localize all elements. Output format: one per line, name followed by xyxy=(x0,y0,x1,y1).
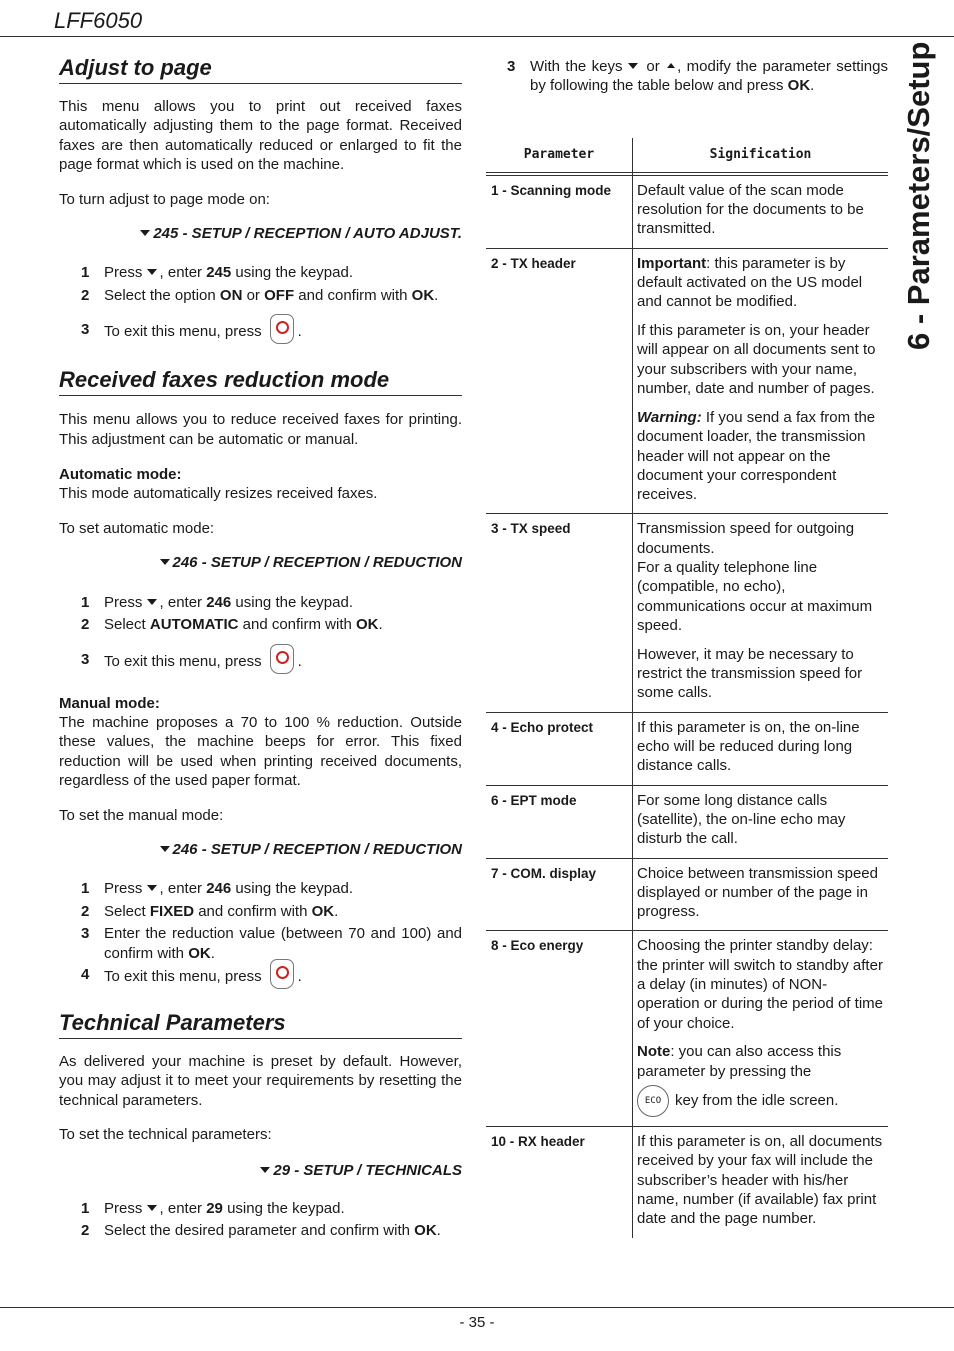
manual-mode-set: To set the manual mode: xyxy=(59,806,224,824)
chapter-title: 6 - Parameters/Setup xyxy=(901,41,936,350)
step: 4 To exit this menu, press . xyxy=(59,965,462,989)
manual-mode-heading: Manual mode: xyxy=(59,694,160,712)
down-arrow-icon xyxy=(260,1167,270,1173)
step: 3 To exit this menu, press . xyxy=(59,650,462,674)
table-row: 2 - TX header Important: this parameter is by default activated on the US model and cannot be modified. If this parameter is on, your header will appear on all documents sent to your subscribers with your name, number, date and number of pages. Warning: If you send a fax from the document loader, the transmission header will not appear on the document your correspondent receives. xyxy=(486,248,888,514)
stop-key-icon xyxy=(270,644,294,674)
auto-mode-desc: This mode automatically resizes received faxes. xyxy=(59,485,378,503)
down-arrow-icon xyxy=(628,63,638,69)
down-arrow-icon xyxy=(160,559,170,565)
stop-key-icon xyxy=(270,959,294,989)
column-header-parameter: Parameter xyxy=(486,138,633,173)
parameters-table xyxy=(486,138,888,1238)
table-row: 10 - RX header If this parameter is on, all documents received by your fax will include the subscriber’s header with his/her name, number (if available) fax print date and the page number. xyxy=(486,1127,888,1238)
table-row: 6 - EPT mode For some long distance calls (satellite), the on-line echo may disturb the call. xyxy=(486,785,888,858)
section-title-adjust: Adjust to page xyxy=(59,54,462,84)
down-arrow-icon xyxy=(147,885,157,891)
manual-mode-desc: The machine proposes a 70 to 100 % reduction. Outside these values, the machine beeps for error. This fixed reduction will be used when printing received documents, regardless of the used paper format. xyxy=(59,713,462,790)
auto-mode-heading: Automatic mode: xyxy=(59,466,182,484)
left-column xyxy=(59,54,462,1241)
down-arrow-icon xyxy=(160,846,170,852)
step: 1 Press , enter 246 using the keypad. xyxy=(81,593,354,611)
auto-mode-set: To set automatic mode: xyxy=(59,519,215,537)
manual-steps xyxy=(59,879,462,989)
technical-intro: As delivered your machine is preset by default. However, you may adjust it to meet your requirements by resetting the technical parameters. xyxy=(59,1052,462,1109)
table-row: 4 - Echo protect If this parameter is on, the on-line echo will be reduced during long distance calls. xyxy=(486,712,888,785)
down-arrow-icon xyxy=(140,230,150,236)
step: 1 Press , enter 29 using the keypad. xyxy=(81,1200,345,1217)
table-row: 3 - TX speed Transmission speed for outgoing documents. For a quality telephone line (compatible, no echo), communications occur at maximum speed. However, it may be necessary to restrict the transmission speed for some calls. xyxy=(486,514,888,712)
step: 3 To exit this menu, press . xyxy=(59,320,462,344)
step: 2 Select the option ON or OFF and confirm with OK. xyxy=(81,286,439,304)
step: 1 Press , enter 245 using the keypad. xyxy=(81,264,354,282)
menu-path-246-manual: 246 - SETUP / RECEPTION / REDUCTION xyxy=(59,840,462,859)
adjust-intro: This menu allows you to print out received faxes automatically adjusting them to the page format. Received faxes are then automatically reduced or enlarged to fit the page format which is used on the machine. xyxy=(59,98,462,174)
auto-steps xyxy=(59,593,462,674)
step: 2 Select the desired parameter and confirm with OK. xyxy=(81,1222,441,1240)
model-name: LFF6050 xyxy=(54,8,143,33)
section-title-reduction: Received faxes reduction mode xyxy=(59,366,462,396)
up-arrow-icon xyxy=(667,63,675,68)
section-title-technical: Technical Parameters xyxy=(59,1009,462,1039)
step: 2 Select FIXED and confirm with OK. xyxy=(81,902,339,920)
adjust-steps xyxy=(59,263,462,344)
right-column xyxy=(486,57,888,1238)
step: 3 Enter the reduction value (between 70 and 100) and confirm with OK. xyxy=(81,925,462,962)
menu-path-245: 245 - SETUP / RECEPTION / AUTO ADJUST. xyxy=(59,224,462,243)
reduction-intro: This menu allows you to reduce received faxes for printing. This adjustment can be automatic or manual. xyxy=(59,411,462,448)
footer-rule xyxy=(0,1307,954,1308)
column-header-signification: Signification xyxy=(709,147,812,163)
down-arrow-icon xyxy=(147,599,157,605)
table-row: 7 - COM. display Choice between transmission speed displayed or number of the page in progress. xyxy=(486,858,888,931)
table-row: 8 - Eco energy Choosing the printer standby delay: the printer will switch to standby after a delay (in minutes) of NON-operation or during the period of time of your choice. Note: you can also access this parameter by pressing the ECO key from the idle screen. xyxy=(486,931,888,1127)
stop-key-icon xyxy=(270,314,294,344)
table-row: 1 - Scanning mode Default value of the scan mode resolution for the documents to be transmitted. xyxy=(486,175,888,248)
header-rule xyxy=(0,36,954,37)
down-arrow-icon xyxy=(147,1205,157,1211)
adjust-turn-on: To turn adjust to page mode on: xyxy=(59,190,270,208)
menu-path-29: 29 - SETUP / TECHNICALS xyxy=(59,1161,462,1180)
step: 1 Press , enter 246 using the keypad. xyxy=(81,880,354,898)
step: 3 With the keys or , modify the parameter settings by following the table below and press OK. xyxy=(507,58,888,95)
table-header xyxy=(486,138,888,173)
technical-steps xyxy=(59,1199,462,1241)
page-number: - 35 - xyxy=(459,1314,495,1331)
technical-set: To set the technical parameters: xyxy=(59,1126,272,1144)
menu-path-246: 246 - SETUP / RECEPTION / REDUCTION xyxy=(59,553,462,572)
eco-key-icon: ECO xyxy=(637,1085,669,1117)
step: 2 Select AUTOMATIC and confirm with OK. xyxy=(81,616,383,634)
down-arrow-icon xyxy=(147,269,157,275)
